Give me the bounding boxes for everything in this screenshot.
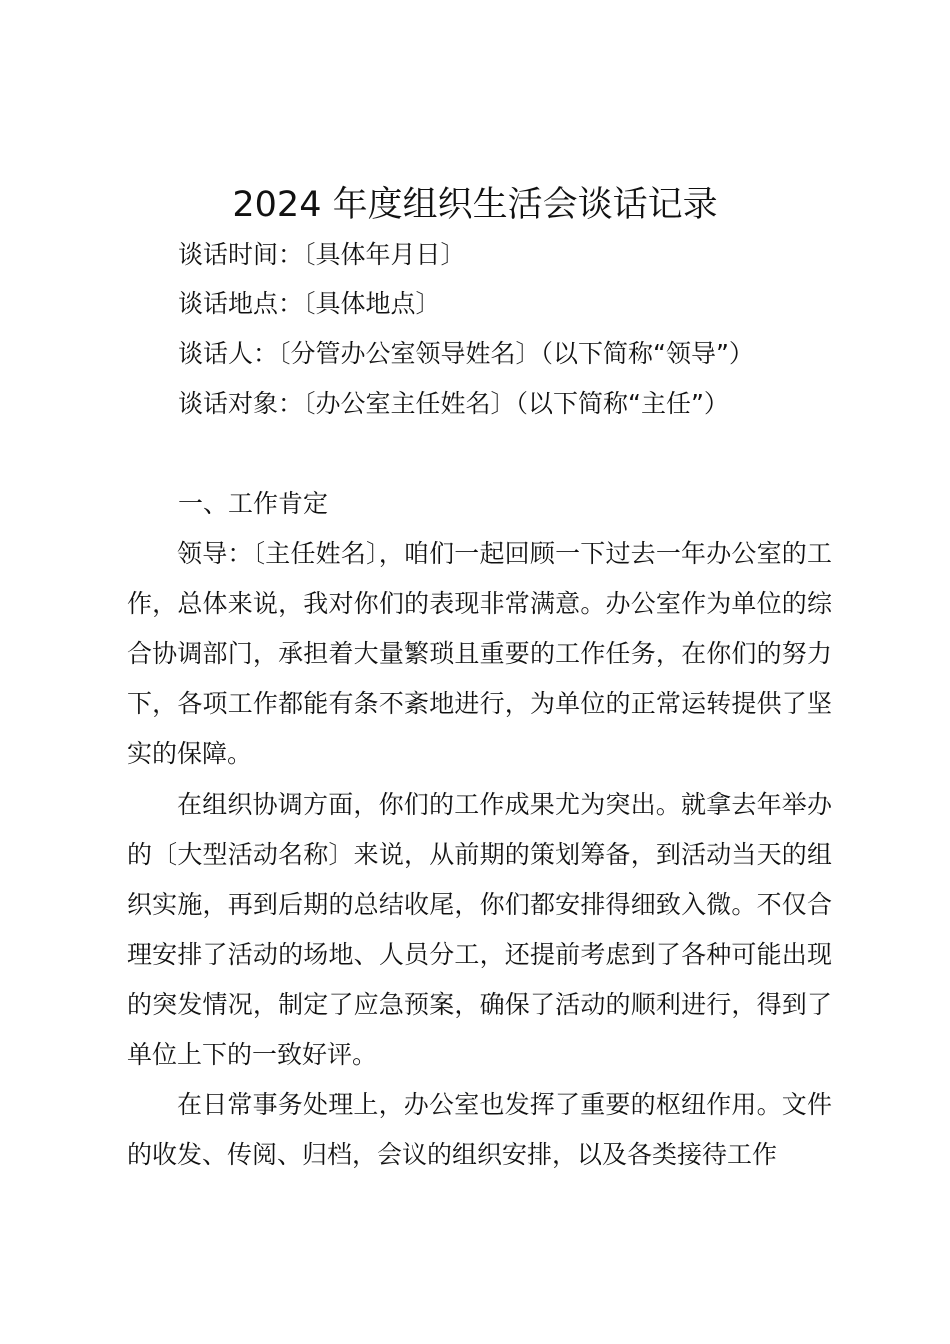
paragraph-3: 在日常事务处理上，办公室也发挥了重要的枢纽作用。文件的收发、传阅、归档，会议的组织安排，以及各类接待工作 [127,1090,832,1169]
meta-time: 谈话时间：〔具体年月日〕 [178,240,466,269]
section-heading: 一、工作肯定 [178,489,329,518]
paragraph-2: 在组织协调方面，你们的工作成果尤为突出。就拿去年举办的〔大型活动名称〕来说，从前期的策划筹备，到活动当天的组织实施，再到后期的总结收尾，你们都安排得细致入微。不仅合理安排了活动的场地、人员分工，还提前考虑到了各种可能出现的突发情况，制定了应急预案，确保了活动的顺利进行，得到了单位上下的一致好评。 [127,790,832,1069]
meta-subject: 谈话对象：〔办公室主任姓名〕（以下简称“主任”） [178,389,729,418]
paragraph-1: 领导：〔主任姓名〕，咱们一起回顾一下过去一年办公室的工作，总体来说，我对你们的表现非常满意。办公室作为单位的综合协调部门，承担着大量繁琐且重要的工作任务，在你们的努力下，各项工作都能有条不紊地进行，为单位的正常运转提供了坚实的保障。 [127,539,832,768]
meta-speaker: 谈话人：〔分管办公室领导姓名〕（以下简称“领导”） [178,339,754,368]
meta-place: 谈话地点：〔具体地点〕 [178,289,441,318]
document-title: 2024 年度组织生活会谈话记录 [232,185,718,225]
